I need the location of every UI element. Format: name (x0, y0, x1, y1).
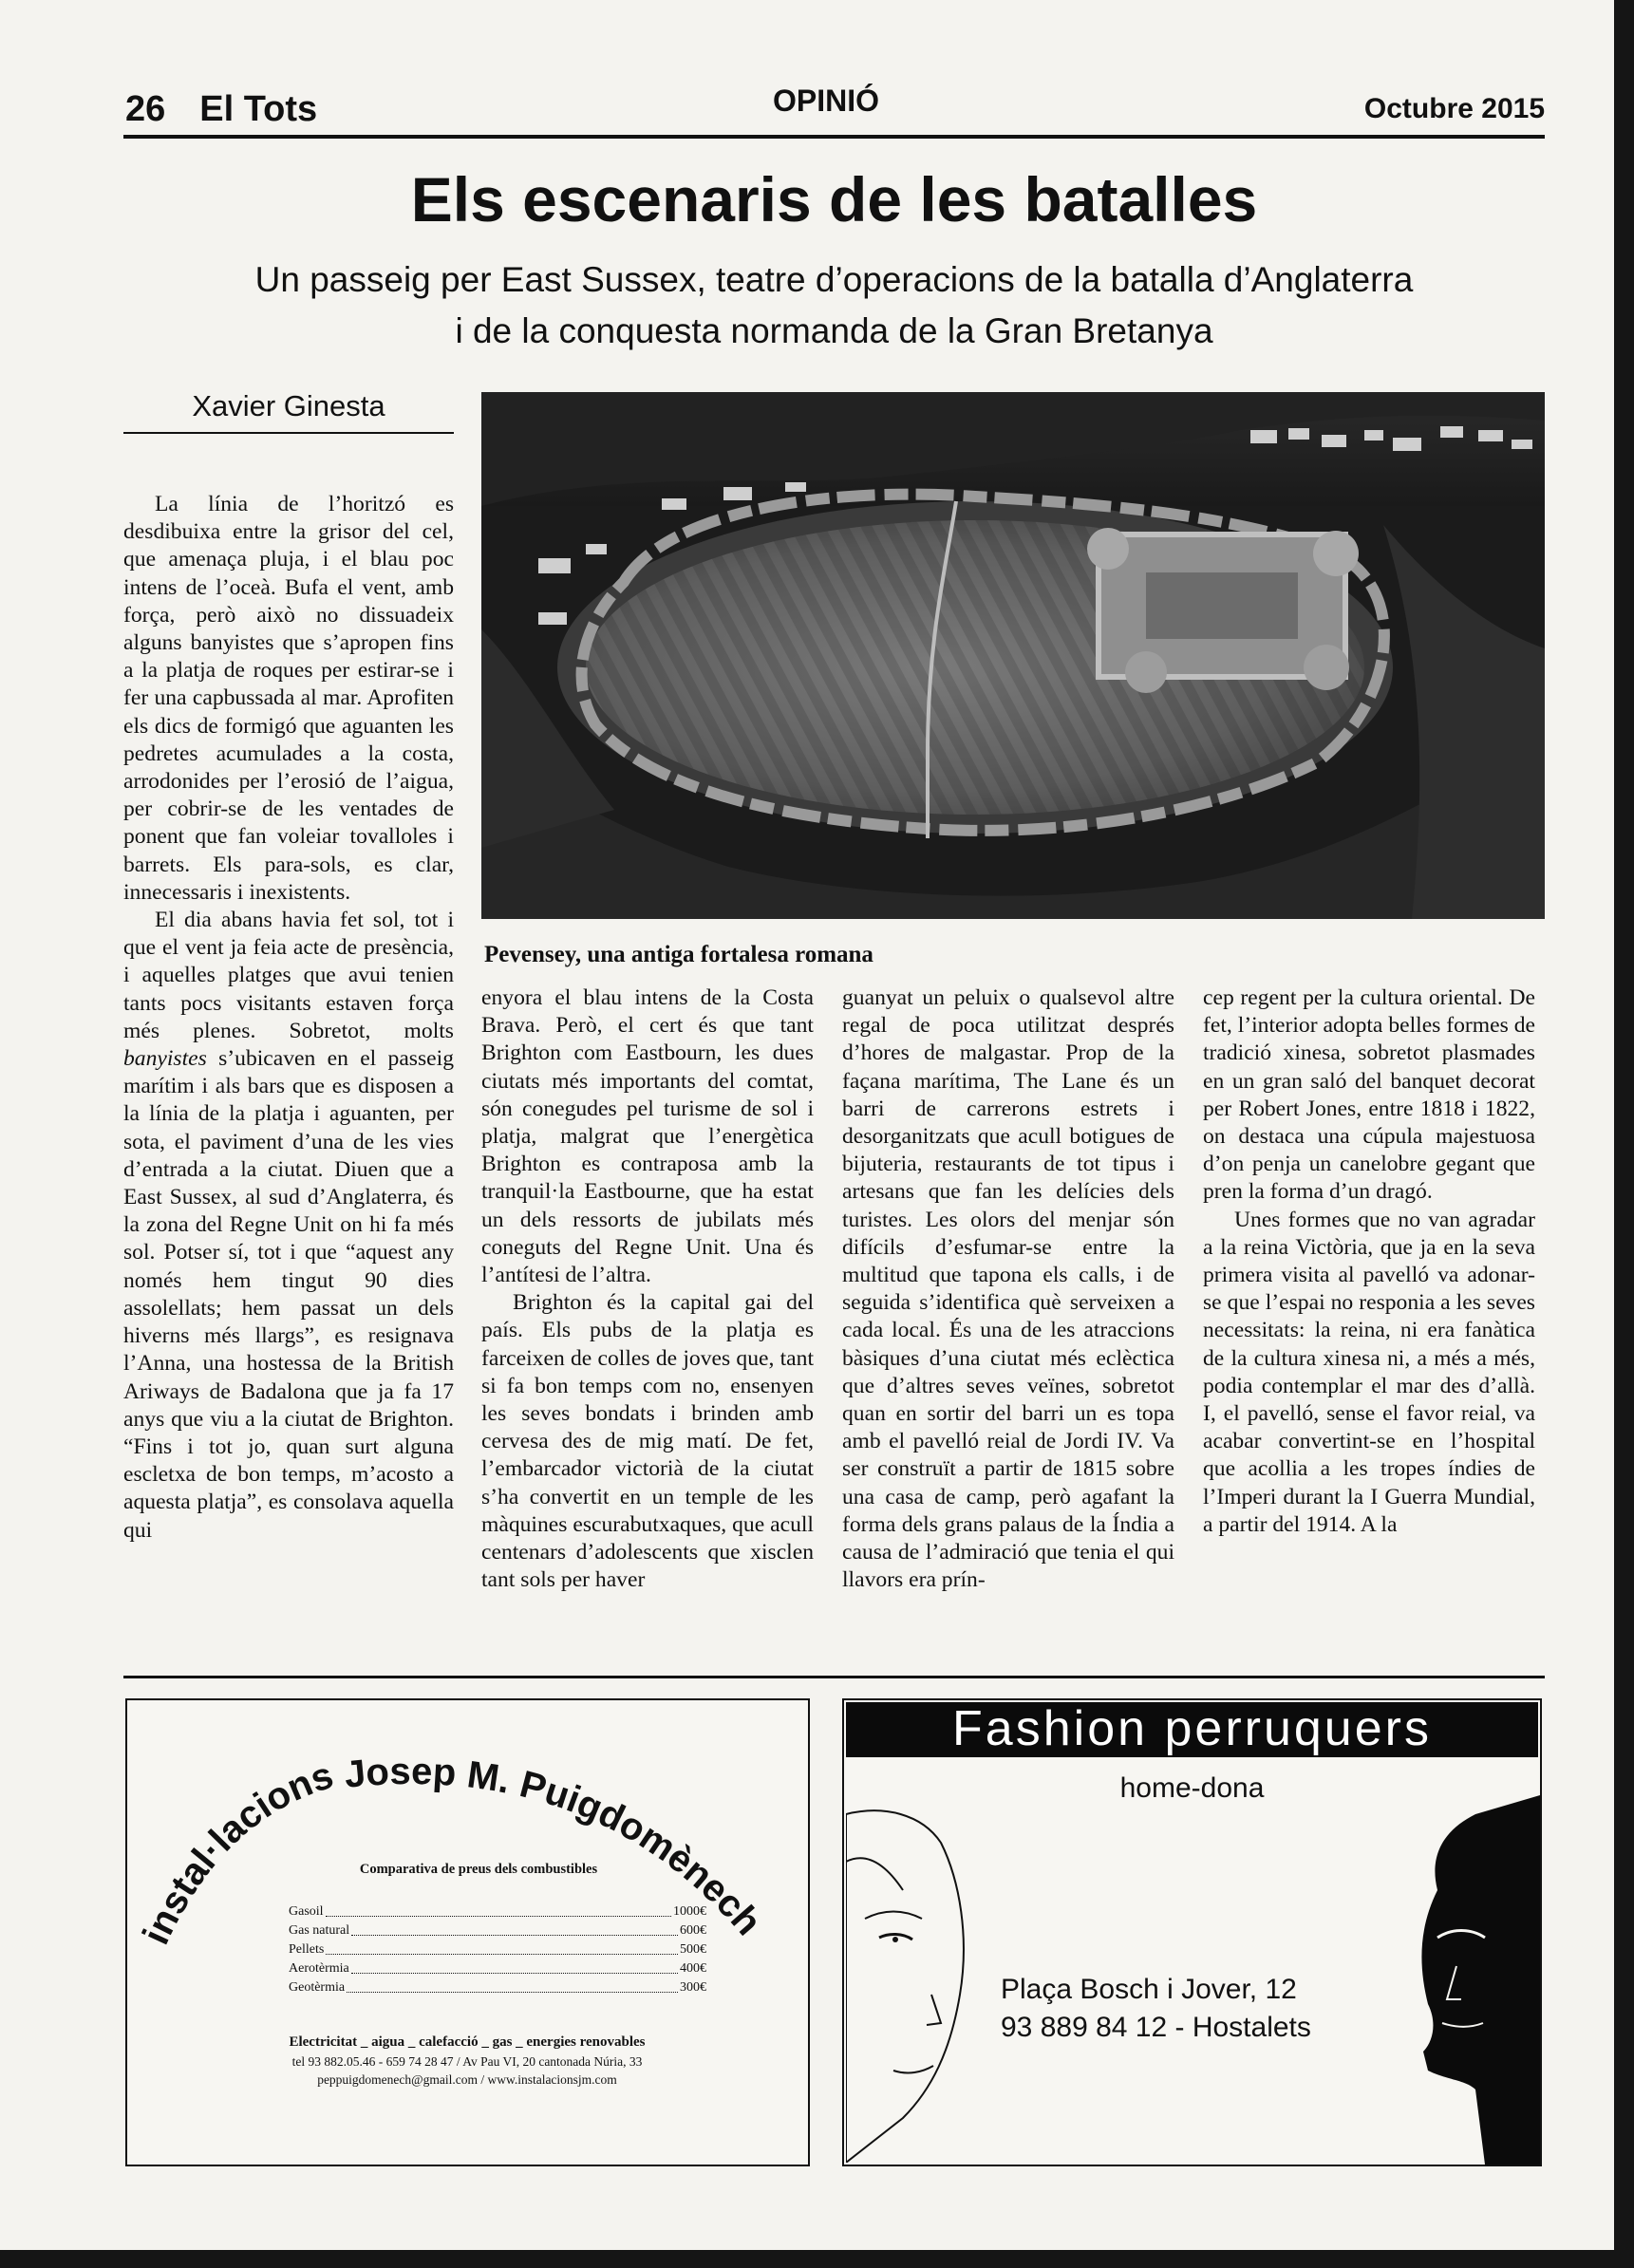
dot-leader (347, 1978, 678, 1993)
ad-instalacions-puigdomenech (125, 1698, 810, 2166)
publication-name: El Tots (199, 89, 318, 129)
col4-paragraph-2: Unes formes que no van agradar a la reina Victòria, que ja en la seva primera visita al pavelló va adonar-se que l’espai no responia a les seves necessitats: la reina, ni era fanàtica de la cultura xinesa ni, a més a més, podia contemplar el mar des d’allà. I, el pavelló, sense el favor reial, va acabar convertint-se en l’hospital que acollia a les tropes índies de l’Imperi durant la I Guerra Mundial, a partir del 1914. A la (1203, 1207, 1535, 1537)
dot-leader (351, 1921, 678, 1936)
fuel-comparison-title: Comparativa de preus dels combustibles (359, 1862, 598, 1877)
man-face-illustration (1399, 1795, 1540, 2165)
section-label: OPINIÓ (772, 84, 879, 118)
dot-leader (351, 1959, 678, 1974)
article-subtitle (123, 254, 1545, 357)
woman-face-illustration (846, 1805, 988, 2163)
fuel-name: Geotèrmia (289, 1980, 346, 1995)
ad-services: Electricitat _ aigua _ calefacció _ gas _ energies renovables (289, 2034, 646, 2050)
fuel-price: 300€ (680, 1980, 706, 1995)
fuel-row (289, 1940, 706, 1959)
byline-rule (123, 432, 454, 434)
subtitle-line-2: i de la conquesta normanda de la Gran Bretanya (455, 311, 1213, 350)
author-byline: Xavier Ginesta (192, 389, 385, 422)
fuel-price: 500€ (680, 1942, 706, 1957)
fashion-tagline: home-dona (1119, 1772, 1265, 1804)
ad-company-name: Josep M. Puigdomènech (342, 1750, 770, 1943)
fuel-row (289, 1902, 706, 1921)
col1-p2-text-b: s’ubicaven en el passeig marítim i als bars que es disposen a la línia de la platja i aguanten, per sota, el paviment d’una de les vies d’entrada a la ciutat. Diuen que a East Sussex, al sud d’Anglaterra, és la zona del Regne Unit on hi fa més sol. Potser sí, tot i que “aquest any només hem tingut 90 dies assolellats; hem passat un dels hiverns més llargs”, es resignava l’Anna, una hostessa de la British Ariways de Badalona que ja fa 17 anys que viu a la ciutat de Brighton. “Fins i tot jo, quan surt alguna escletxa de bon temps, m’acosto a aquesta platja”, es consolava aquella qui (123, 1046, 454, 1543)
fuel-row (289, 1921, 706, 1940)
col1-paragraph-1: La línia de l’horitzó es desdibuixa entre la grisor del cel, que amenaça pluja, i el blau poc intens de l’oceà. Bufa el vent, amb força, però això no dissuadeix alguns banyistes que s’apropen fins a la platja de roques per estirar-se i fer una capbussada al mar. Aprofiten els dics de formigó que aguanten les pedretes acumulades a la costa, arrodonides per l’erosió de l’aigua, per cobrir-se de les ventades de ponent que fan voleiar tovalloles i barrets. Els para-sols, es clar, innecessaris i inexistents. (123, 492, 454, 905)
ad-contact: tel 93 882.05.46 - 659 74 28 47 / Av Pau VI, 20 cantonada Núria, 33 (291, 2054, 643, 2069)
col1-p2-emphasis: banyistes (123, 1046, 207, 1072)
fashion-contact (1001, 1971, 1311, 2047)
page-number: 26 (125, 89, 166, 129)
dot-leader (326, 1902, 671, 1917)
col2-paragraph-1: enyora el blau intens de la Costa Brava. Però, el cert és que tant Brighton com Eastbourn, les dues ciutats més importants del comtat, són conegudes pel turisme de sol i platja, malgrat que l’energètica Brighton es contraposa amb la tranquil·la Eastbourne, que ha estat un dels ressorts de jubilats més coneguts del Regne Unit. Una és l’antítesi de l’altra. (481, 985, 814, 1288)
subtitle-line-1: Un passeig per East Sussex, teatre d’operacions de la batalla d’Anglaterra (254, 260, 1414, 299)
pevensey-castle-photo (481, 392, 1545, 919)
ad-instalacions-footer (146, 2033, 788, 2089)
fuel-name: Pellets (289, 1942, 325, 1957)
fuel-price: 400€ (680, 1961, 706, 1976)
photo-caption: Pevensey, una antiga fortalesa romana (484, 942, 873, 967)
header-rule (123, 135, 1545, 139)
col1-paragraph-2 (123, 907, 454, 1545)
article-column-1 (123, 491, 454, 1545)
fashion-phone: 93 889 84 12 - Hostalets (1001, 2012, 1311, 2043)
article-title: Els escenaris de les batalles (410, 164, 1258, 234)
col4-paragraph-1: cep regent per la cultura oriental. De fet, l’interior adopta belles formes de tradició xinesa, sobretot plasmades en un gran saló del banquet decorat per Robert Jones, entre 1818 i 1822, on destaca una cúpula majestuosa d’on penja un canelobre gegant que pren la forma d’un dragó. (1203, 985, 1535, 1205)
fuel-name: Aerotèrmia (289, 1961, 349, 1976)
fuel-price: 1000€ (673, 1904, 706, 1919)
article-column-3 (842, 984, 1174, 1594)
fuel-price-list (289, 1902, 706, 1997)
fashion-name: Fashion perruquers (952, 1701, 1432, 1756)
fuel-row (289, 1978, 706, 1997)
col1-p2-text-a: El dia abans havia fet sol, tot i que el vent ja feia acte de presència, i aquelles platges que avui tenien tants pocs visitants estaven força més plenes. Sobretot, molts (123, 908, 454, 1043)
fuel-name: Gas natural (289, 1923, 350, 1938)
ad-web: peppuigdomenech@gmail.com / www.instalacionsjm.com (317, 2072, 617, 2087)
issue-date: Octubre 2015 (1363, 93, 1545, 124)
fuel-row (289, 1959, 706, 1978)
col3-paragraph-1: guanyat un peluix o qualsevol altre regal de poca utilitzat després d’hores de malgastar. Prop de la façana marítima, The Lane és un barri de carrerons estrets i desorganitzats que acull botigues de bijuteria, restaurants de tot tipus i artesans que fan les delícies dels turistes. Les olors del menjar són difícils d’esfumar-se entre la multitud que tapona els calls, i de seguida s’identifica què serveixen a cada local. És una de les atraccions bàsiques d’una ciutat més eclèctica que d’altres seves veïnes, sobretot quan en sortir del barri un es topa amb el pavelló reial de Jordi IV. Va ser construït a partir de 1815 sobre una casa de camp, però agafant la forma dels grans palaus de la Índia a causa de l’admiració que tenia el qui llavors era prín- (842, 985, 1174, 1593)
page-header-left (125, 89, 317, 130)
fuel-name: Gasoil (289, 1904, 324, 1919)
fashion-address: Plaça Bosch i Jover, 12 (1001, 1974, 1297, 2005)
ad-fashion-perruquers (842, 1698, 1542, 2166)
col2-paragraph-2: Brighton és la capital gai del país. Els pubs de la platja es farceixen de colles de joves que, tant si fa bon temps com no, ensenyen les seves bondats i brinden amb cervesa des de mig matí. De fet, l’embarcador victorià de la ciutat s’ha convertit en un temple de les màquines escurabutxaques, que acull centenars d’adolescents que xisclen tant sols per haver (481, 1290, 814, 1593)
article-column-4 (1203, 984, 1535, 1539)
article-column-2 (481, 984, 814, 1594)
dot-leader (326, 1940, 678, 1955)
ads-divider-rule (123, 1676, 1545, 1678)
ad-arc-word: instal·lacions (135, 1753, 339, 1951)
fuel-price: 600€ (680, 1923, 706, 1938)
